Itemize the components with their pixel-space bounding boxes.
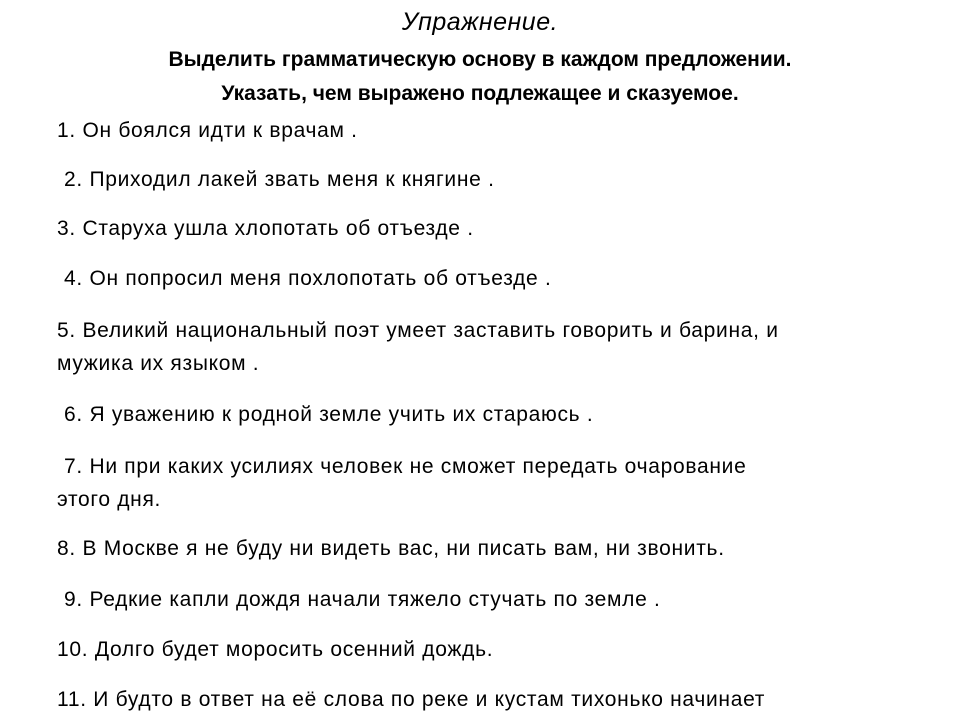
sentence-10-text: 10. Долго будет моросить осенний дождь. [57,638,494,661]
sentence-5-text-line-2: мужика их языком . [57,352,260,375]
page-title: Упражнение. [401,8,559,36]
instruction-line-2: Указать, чем выражено подлежащее и сказуемое. [221,82,739,105]
sentence-6 [64,398,944,431]
sentence-2-text: 2. Приходил лакей звать меня к княгине . [64,168,495,191]
sentence-1 [57,114,937,147]
sentence-5 [57,314,937,380]
sentence-11 [57,683,937,716]
sentence-1-text: 1. Он боялся идти к врачам . [57,119,358,142]
sentence-2 [64,163,944,196]
sentence-7-text-line-2: этого дня. [57,488,162,511]
sentence-7 [57,450,937,516]
sentence-9 [64,583,944,616]
sentence-3-text: 3. Старуха ушла хлопотать об отъезде . [57,217,474,240]
sentence-3 [57,212,937,245]
sentence-5-text-line-1: 5. Великий национальный поэт умеет заставить говорить и барина, и [57,319,779,342]
sentence-9-text: 9. Редкие капли дождя начали тяжело стучать по земле . [64,588,661,611]
sentence-8 [57,532,937,565]
sentence-4-text: 4. Он попросил меня похлопотать об отъезде . [64,267,552,290]
sentence-6-text: 6. Я уважению к родной земле учить их стараюсь . [64,403,594,426]
sentence-11-text: 11. И будто в ответ на её слова по реке и кустам тихонько начинает [57,688,766,711]
sentence-8-text: 8. В Москве я не буду ни видеть вас, ни писать вам, ни звонить. [57,537,725,560]
instruction-line-1: Выделить грамматическую основу в каждом предложении. [168,48,792,71]
sentence-7-text-line-1: 7. Ни при каких усилиях человек не сможет передать очарование [64,455,747,478]
sentence-10 [57,633,937,666]
sentence-4 [64,262,944,295]
